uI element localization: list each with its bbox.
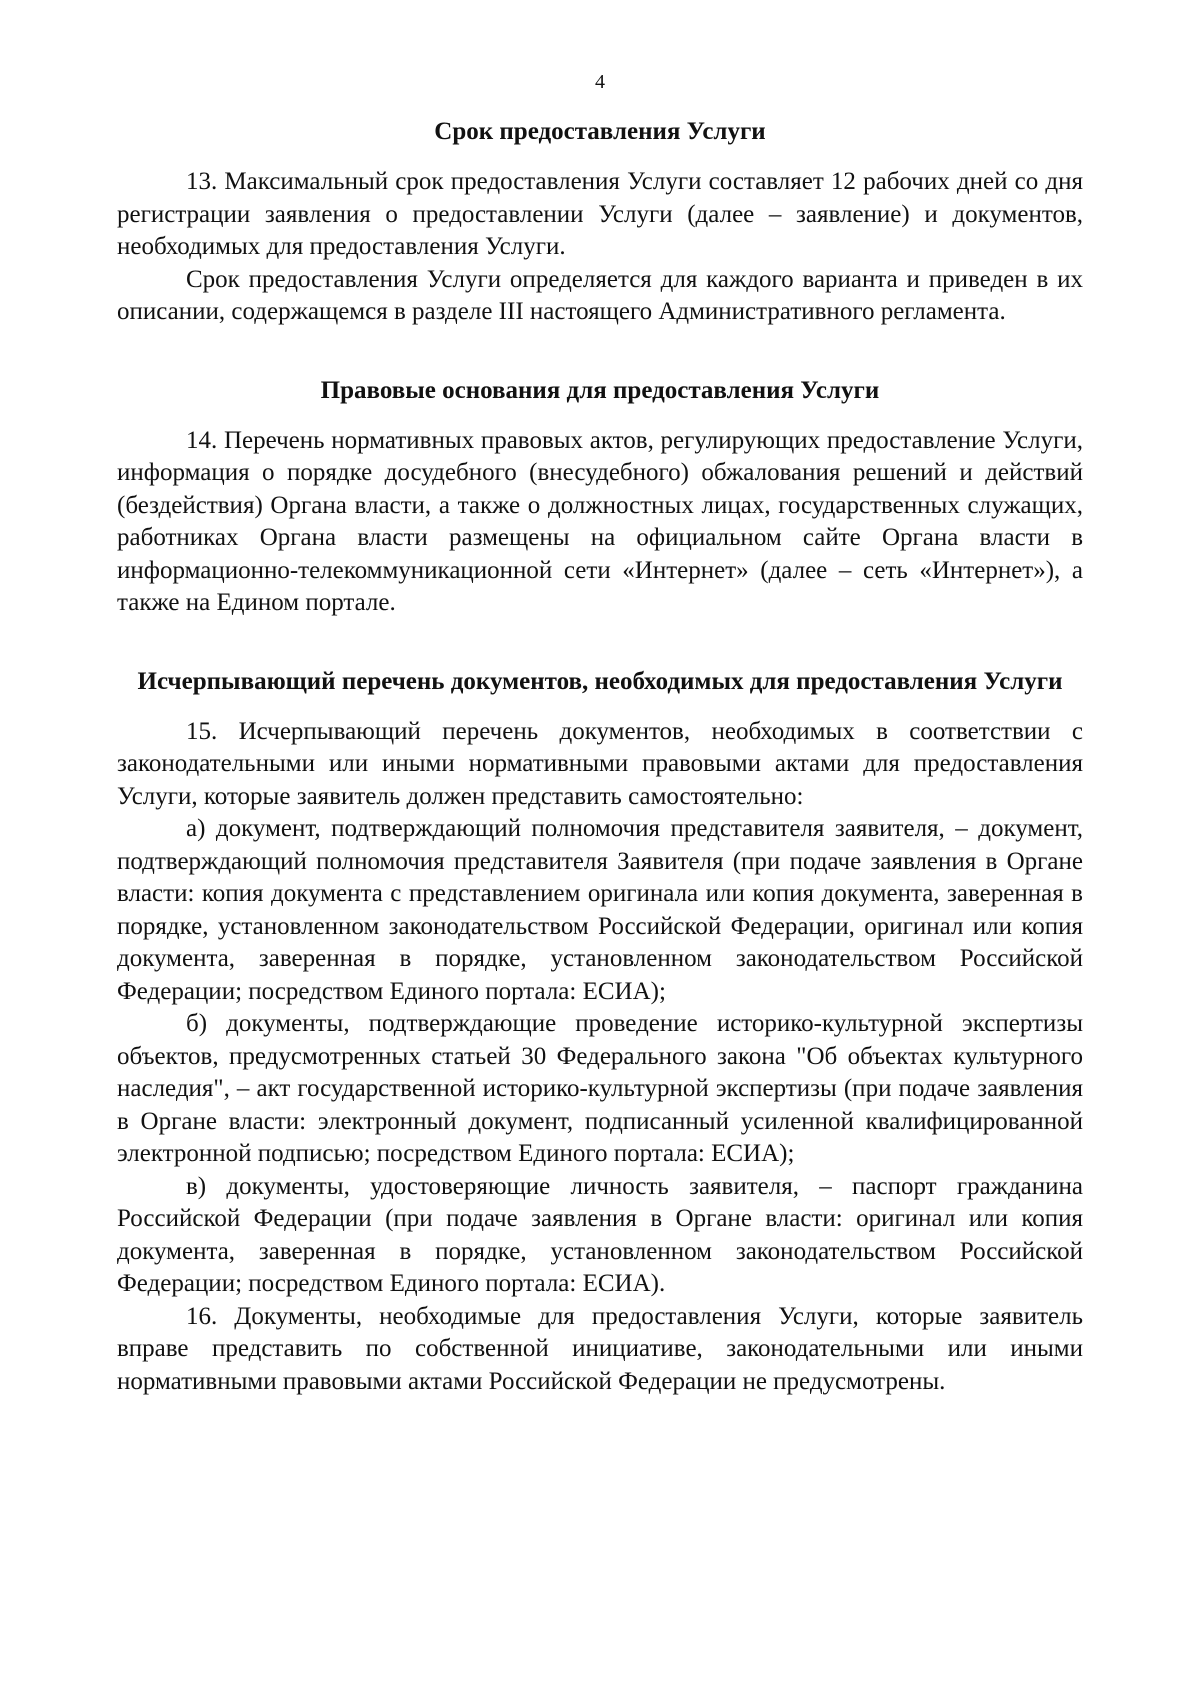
section-title: Срок предоставления Услуги bbox=[434, 118, 766, 145]
paragraph: а) документ, подтверждающий полномочия представителя заявителя, – документ, подтверждающий полномочия представителя Заявителя (при подаче заявления в Органе власти: копия документа с представлением оригинала или копия документа, заверенная в порядке, установленном законодательством Российской Федерации, оригинал или копия документа, заверенная в порядке, установленном законодательством Российской Федерации; посредством Единого портала: ЕСИА); bbox=[117, 815, 1083, 1005]
paragraph: 14. Перечень нормативных правовых актов, регулирующих предоставление Услуги, информация о порядке досудебного (внесудебного) обжалования решений и действий (бездействия) Органа власти, а также о должностных лицах, государственных служащих, работниках Органа власти размещены на официальном сайте Органа власти в информационно-телекоммуникационной сети «Интернет» (далее – сеть «Интернет»), а также на Едином портале. bbox=[117, 426, 1083, 616]
section-service-term bbox=[117, 116, 1083, 329]
section-required-documents bbox=[117, 666, 1083, 1399]
document-body bbox=[117, 116, 1083, 1398]
paragraph: 15. Исчерпывающий перечень документов, необходимых в соответствии с законодательными или иными нормативными правовыми актами для предоставления Услуги, которые заявитель должен представить самостоятельно: bbox=[117, 717, 1083, 810]
page-number: 4 bbox=[595, 71, 605, 93]
paragraph: 13. Максимальный срок предоставления Услуги составляет 12 рабочих дней со дня регистрации заявления о предоставлении Услуги (далее – заявление) и документов, необходимых для предоставления Услуги. bbox=[117, 168, 1083, 260]
paragraph: в) документы, удостоверяющие личность заявителя, – паспорт гражданина Российской Федерации (при подаче заявления в Органе власти: оригинал или копия документа, заверенная в порядке, установленном законодательством Российской Федерации; посредством Единого портала: ЕСИА). bbox=[117, 1172, 1083, 1297]
paragraph: 16. Документы, необходимые для предоставления Услуги, которые заявитель вправе представить по собственной инициативе, законодательными или иными нормативными правовыми актами Российской Федерации не предусмотрены. bbox=[117, 1302, 1083, 1395]
section-title: Правовые основания для предоставления Услуги bbox=[320, 376, 880, 404]
section-title: Исчерпывающий перечень документов, необходимых для предоставления Услуги bbox=[137, 667, 1063, 695]
paragraph: б) документы, подтверждающие проведение историко-культурной экспертизы объектов, предусмотренных статьей 30 Федерального закона "Об объектах культурного наследия", – акт государственной историко-культурной экспертизы (при подаче заявления в Органе власти: электронный документ, подписанный усиленной квалифицированной электронной подписью; посредством Единого портала: ЕСИА); bbox=[117, 1010, 1083, 1167]
paragraph: Срок предоставления Услуги определяется для каждого варианта и приведен в их описании, содержащемся в разделе III настоящего Административного регламента. bbox=[117, 265, 1083, 325]
section-legal-basis bbox=[117, 375, 1083, 620]
